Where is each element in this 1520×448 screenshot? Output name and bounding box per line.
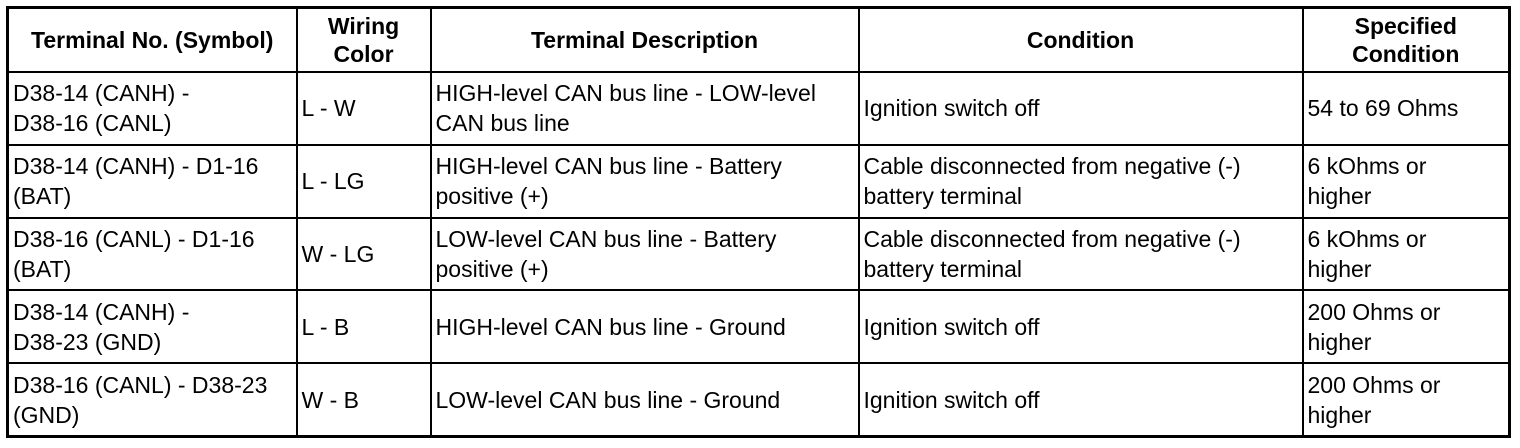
cell-specified-condition: 6 kOhms or higher <box>1303 145 1510 218</box>
cell-description: LOW-level CAN bus line - Battery positive (+) <box>431 218 859 291</box>
header-terminal-description: Terminal Description <box>431 8 859 73</box>
cell-specified-condition: 200 Ohms or higher <box>1303 290 1510 363</box>
cell-description: HIGH-level CAN bus line - LOW-level CAN bus line <box>431 72 859 145</box>
cell-wiring-color: L - W <box>297 72 431 145</box>
table-row <box>8 145 1510 218</box>
table-row <box>8 72 1510 145</box>
cell-terminal: D38-16 (CANL) - D1-16 (BAT) <box>8 218 297 291</box>
terminal-spec-table <box>6 6 1511 438</box>
header-condition: Condition <box>859 8 1303 73</box>
cell-condition: Ignition switch off <box>859 290 1303 363</box>
header-specified-condition: Specified Condition <box>1303 8 1510 73</box>
cell-description: LOW-level CAN bus line - Ground <box>431 363 859 436</box>
cell-wiring-color: W - B <box>297 363 431 436</box>
cell-wiring-color: L - B <box>297 290 431 363</box>
header-terminal-no: Terminal No. (Symbol) <box>8 8 297 73</box>
cell-condition: Cable disconnected from negative (-) battery terminal <box>859 145 1303 218</box>
cell-specified-condition: 200 Ohms or higher <box>1303 363 1510 436</box>
cell-wiring-color: W - LG <box>297 218 431 291</box>
cell-condition: Cable disconnected from negative (-) battery terminal <box>859 218 1303 291</box>
cell-description: HIGH-level CAN bus line - Ground <box>431 290 859 363</box>
cell-wiring-color: L - LG <box>297 145 431 218</box>
cell-condition: Ignition switch off <box>859 72 1303 145</box>
table-header-row <box>8 8 1510 73</box>
cell-terminal: D38-14 (CANH) - D38-16 (CANL) <box>8 72 297 145</box>
cell-specified-condition: 6 kOhms or higher <box>1303 218 1510 291</box>
header-wiring-color: Wiring Color <box>297 8 431 73</box>
cell-specified-condition: 54 to 69 Ohms <box>1303 72 1510 145</box>
cell-terminal: D38-14 (CANH) - D1-16 (BAT) <box>8 145 297 218</box>
cell-terminal: D38-14 (CANH) - D38-23 (GND) <box>8 290 297 363</box>
cell-description: HIGH-level CAN bus line - Battery positive (+) <box>431 145 859 218</box>
terminal-spec-table-container <box>6 6 1508 438</box>
table-row <box>8 290 1510 363</box>
cell-terminal: D38-16 (CANL) - D38-23 (GND) <box>8 363 297 436</box>
cell-condition: Ignition switch off <box>859 363 1303 436</box>
table-row <box>8 218 1510 291</box>
table-row <box>8 363 1510 436</box>
